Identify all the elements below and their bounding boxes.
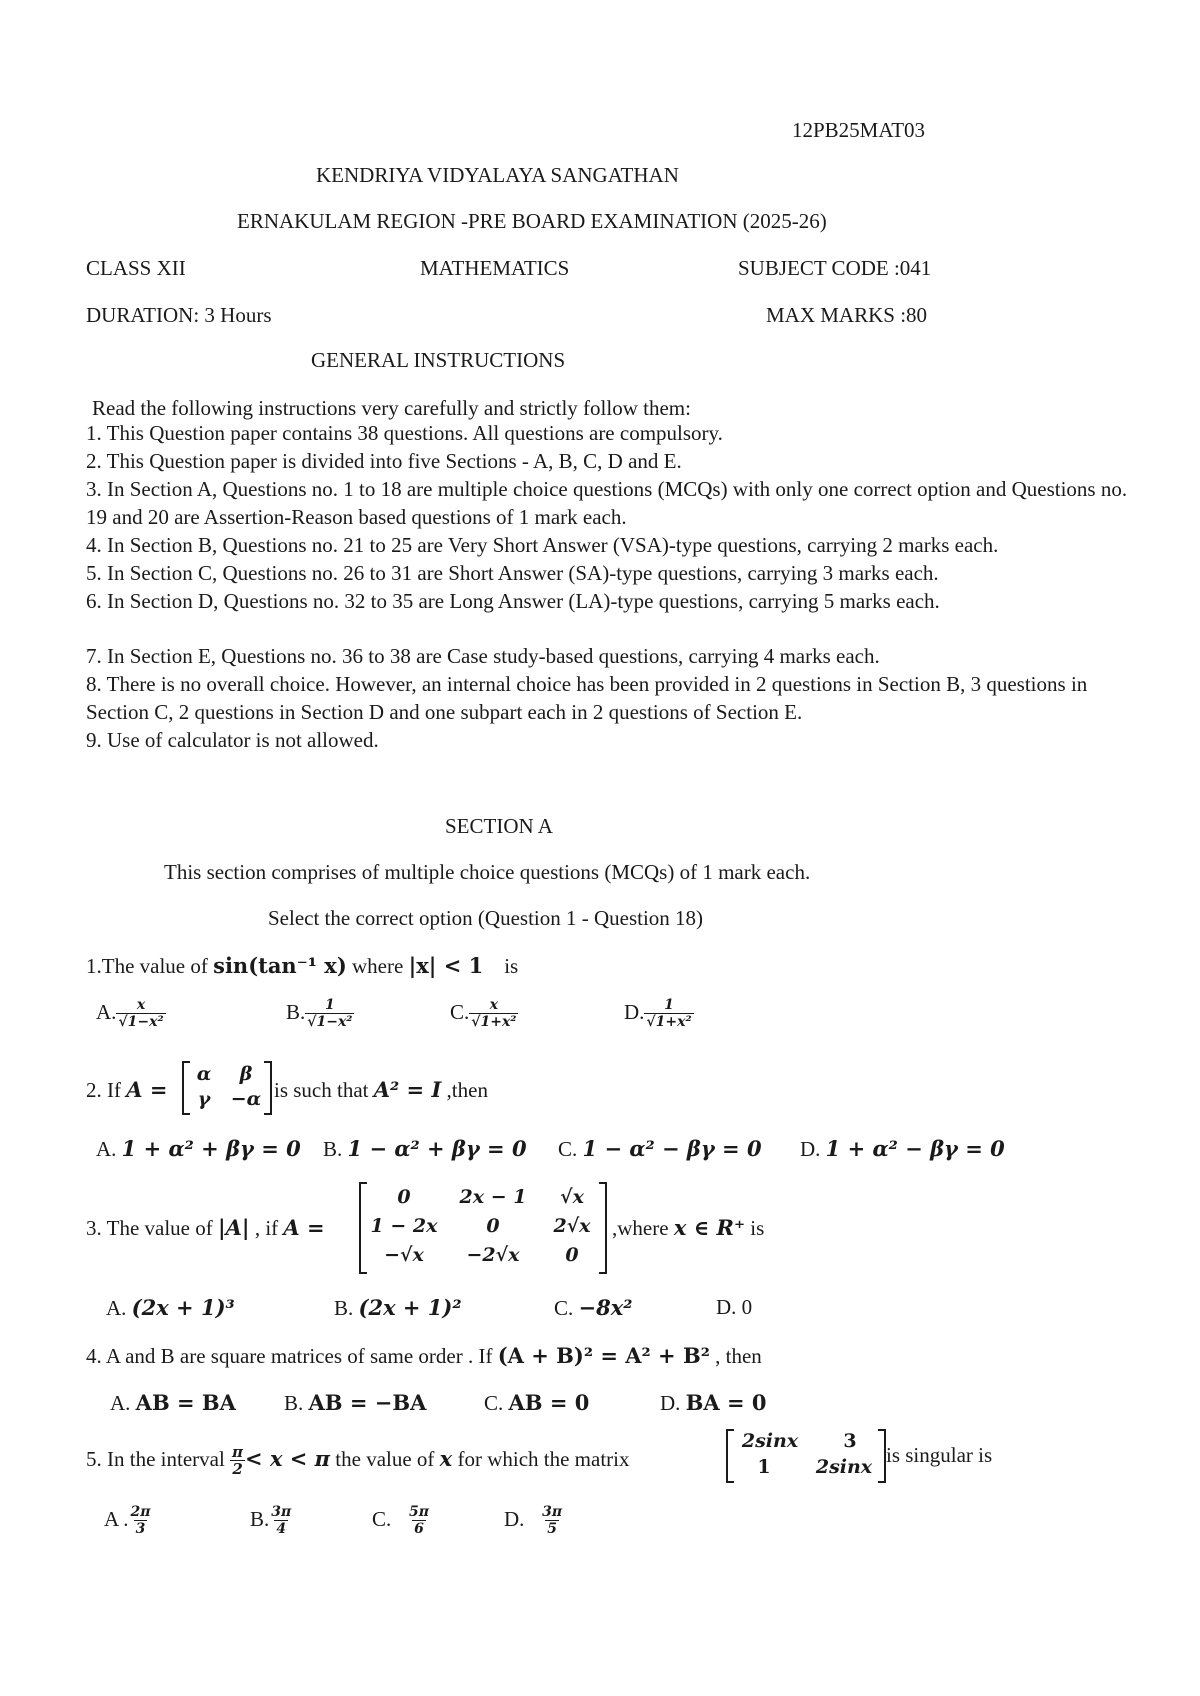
q3-option-c [554, 1297, 632, 1319]
option-label: C. [554, 1296, 579, 1320]
matrix-cell: √x [560, 1186, 584, 1208]
q4-option-d [660, 1392, 767, 1414]
matrix-cell: 1 [757, 1456, 771, 1478]
instructions-intro: Read the following instructions very carefully and strictly follow them: [92, 396, 691, 420]
section-a-title: SECTION A [445, 814, 553, 838]
fraction [129, 1505, 153, 1537]
q2-prefix [86, 1079, 167, 1101]
q2-condition [274, 1079, 488, 1101]
instructions-list [86, 419, 1136, 754]
option-expr: 1 − α² + βγ = 0 [347, 1136, 527, 1161]
option-expr: (2x + 1)³ [131, 1295, 235, 1320]
option-expr: AB = BA [135, 1390, 236, 1415]
q3-option-b [334, 1297, 462, 1319]
q2-matrix [182, 1062, 272, 1114]
q3-condition: x ∈ R⁺ [673, 1215, 746, 1240]
instruction-item: 2. This Question paper is divided into five Sections - A, B, C, D and E. [86, 449, 682, 473]
instruction-item: 8. There is no overall choice. However, an internal choice has been provided in 2 questions in Section B, 3 questions in Section C, 2 questions in Section D and one subpart each in 2 questions of Section E. [86, 672, 1088, 724]
q2-prefix-text: 2. If [86, 1078, 127, 1102]
q5-variable: x [439, 1445, 453, 1471]
option-label: A. [110, 1391, 136, 1415]
q3-option-a [106, 1297, 235, 1319]
class-label: CLASS XII [86, 256, 186, 280]
option-expr: 0 [741, 1295, 753, 1319]
q1-expression: sin(tan⁻¹ x) [213, 953, 347, 978]
section-a-description: This section comprises of multiple choice questions (MCQs) of 1 mark each. [164, 860, 811, 884]
matrix-cell: −α [230, 1088, 262, 1110]
question-1 [86, 955, 518, 977]
numerator: 3π [271, 1504, 292, 1520]
numerator: 5π [409, 1504, 430, 1520]
option-label: D. [800, 1137, 826, 1161]
q3-is: is [745, 1216, 765, 1240]
denominator: √1+x² [646, 1014, 692, 1030]
numerator: 2π [130, 1504, 151, 1520]
fraction [407, 1505, 431, 1537]
q2-mid-text: is such that [274, 1078, 374, 1102]
denominator: 6 [414, 1521, 424, 1537]
q5-mid-text: the value of [330, 1446, 440, 1471]
instruction-item: 5. In Section C, Questions no. 26 to 31 are Short Answer (SA)-type questions, carrying 3 marks each. [86, 561, 939, 585]
matrix-cell: 2√x [553, 1215, 591, 1237]
matrix-cell: β [239, 1063, 253, 1085]
option-expr: 1 + α² − βγ = 0 [825, 1136, 1005, 1161]
q5-suffix: is singular is [886, 1443, 993, 1467]
matrix-cell: 1 − 2x [370, 1215, 438, 1237]
option-expr: AB = 0 [508, 1390, 590, 1415]
matrix-cell: −√x [384, 1244, 424, 1266]
q4-suffix: , then [709, 1344, 762, 1368]
option-label: D. [716, 1295, 742, 1319]
q3-option-d [716, 1297, 752, 1318]
fraction [469, 998, 518, 1030]
option-expr: 1 − α² − βγ = 0 [582, 1136, 762, 1161]
option-label: C. [558, 1137, 583, 1161]
option-label: C. [372, 1506, 392, 1531]
q4-option-a [110, 1392, 236, 1414]
instruction-item: 7. In Section E, Questions no. 36 to 38 are Case study-based questions, carrying 4 marks each. [86, 644, 880, 668]
q2-option-c [558, 1138, 762, 1160]
q1-condition: |x| < 1 [408, 953, 484, 978]
numerator: π [232, 1443, 244, 1461]
q4-option-c [484, 1392, 589, 1414]
matrix-cell: 0 [486, 1215, 500, 1237]
matrix-cell: α [196, 1063, 212, 1085]
option-label: D. [660, 1391, 686, 1415]
fraction [305, 998, 354, 1030]
q5-mid-text-2: for which the matrix [452, 1446, 630, 1471]
q3-prefix [86, 1217, 325, 1239]
q4-prefix: 4. A and B are square matrices of same order . If [86, 1344, 498, 1368]
option-label: A . [104, 1506, 129, 1531]
option-label: C. [484, 1391, 509, 1415]
numerator: x [489, 997, 499, 1013]
subject-label: MATHEMATICS [420, 256, 570, 280]
option-expr: (2x + 1)² [358, 1295, 462, 1320]
q3-suffix [612, 1217, 764, 1239]
q3-prefix-text: 3. The value of [86, 1216, 218, 1240]
option-label: A. [106, 1296, 132, 1320]
q3-determinant: |A| [218, 1215, 250, 1240]
option-label: B. [323, 1137, 348, 1161]
q1-option-c [450, 998, 518, 1030]
organization-title: KENDRIYA VIDYALAYA SANGATHAN [316, 163, 679, 187]
fraction [644, 998, 693, 1030]
max-marks: MAX MARKS :80 [766, 303, 928, 327]
instruction-item: 9. Use of calculator is not allowed. [86, 728, 379, 752]
denominator: √1+x² [471, 1014, 517, 1030]
q5-option-b [250, 1505, 293, 1537]
q2-condition-expr: A² = I [373, 1077, 442, 1102]
q5-matrix [726, 1430, 886, 1482]
matrix-cell: −2√x [466, 1244, 520, 1266]
matrix-cell: 0 [397, 1186, 411, 1208]
matrix-cell: 2sinx [815, 1456, 873, 1478]
general-instructions-title: GENERAL INSTRUCTIONS [311, 348, 566, 372]
option-label: A. [96, 1137, 122, 1161]
fraction [540, 1505, 564, 1537]
q2-lhs: A = [126, 1077, 168, 1102]
instruction-item: 6. In Section D, Questions no. 32 to 35 are Long Answer (LA)-type questions, carrying 5 marks each. [86, 589, 940, 613]
denominator: 3 [135, 1521, 146, 1537]
duration: DURATION: 3 Hours [86, 303, 272, 327]
q1-option-d [624, 998, 694, 1030]
matrix-cell: γ [197, 1088, 211, 1110]
matrix-cell: 2sinx [741, 1430, 799, 1452]
q5-option-d [504, 1505, 564, 1537]
q3-matrix [359, 1183, 607, 1273]
instruction-item: 1. This Question paper contains 38 questions. All questions are compulsory. [86, 421, 723, 445]
q5-fraction [230, 1445, 245, 1477]
option-expr: AB = −BA [308, 1390, 427, 1415]
q2-option-a [96, 1138, 301, 1160]
question-5 [86, 1445, 629, 1477]
q2-suffix: ,then [441, 1078, 488, 1102]
option-expr: −8x² [578, 1295, 633, 1320]
denominator: √1−x² [307, 1014, 353, 1030]
q1-prefix: 1.The value of [86, 954, 214, 978]
exam-title: ERNAKULAM REGION -PRE BOARD EXAMINATION (2025-26) [237, 209, 827, 233]
numerator: 1 [324, 997, 335, 1013]
question-4 [86, 1345, 762, 1367]
fraction [269, 1505, 293, 1537]
option-label: D. [504, 1506, 525, 1531]
q1-option-a [96, 998, 166, 1030]
option-label: B. [334, 1296, 359, 1320]
option-label: B. [286, 999, 306, 1024]
q5-option-c [372, 1505, 431, 1537]
denominator: 4 [276, 1521, 287, 1537]
q1-option-b [286, 998, 354, 1030]
option-label: C. [450, 999, 470, 1024]
option-expr: 1 + α² + βγ = 0 [121, 1136, 301, 1161]
q4-condition: (A + B)² = A² + B² [497, 1343, 710, 1368]
option-label: A. [96, 999, 117, 1024]
denominator: 2 [232, 1460, 243, 1478]
option-label: B. [284, 1391, 309, 1415]
q2-option-d [800, 1138, 1005, 1160]
q3-mid-text: , if [249, 1216, 284, 1240]
q5-inequality: < x < π [245, 1445, 331, 1471]
q1-where: where [346, 954, 409, 978]
q5-prefix: 5. In the interval [86, 1446, 231, 1471]
q3-where: ,where [612, 1216, 674, 1240]
matrix-cell: 2x − 1 [459, 1186, 527, 1208]
subject-code: SUBJECT CODE :041 [738, 256, 932, 280]
q3-lhs: A = [283, 1215, 325, 1240]
q4-option-b [284, 1392, 426, 1414]
q2-option-b [323, 1138, 527, 1160]
matrix-cell: 0 [565, 1244, 579, 1266]
fraction [116, 998, 165, 1030]
option-label: D. [624, 999, 645, 1024]
paper-code: 12PB25MAT03 [792, 118, 926, 142]
instruction-item: 3. In Section A, Questions no. 1 to 18 are multiple choice questions (MCQs) with only one correct option and Questions no. 19 and 20 are Assertion-Reason based questions of 1 mark each. [86, 477, 1128, 529]
numerator: x [136, 997, 146, 1013]
spacer [86, 615, 1136, 642]
numerator: 3π [542, 1504, 563, 1520]
q5-option-a [104, 1505, 153, 1537]
denominator: √1−x² [118, 1014, 164, 1030]
numerator: 1 [664, 997, 674, 1013]
section-a-instruction: Select the correct option (Question 1 - Question 18) [268, 906, 704, 930]
instruction-item: 4. In Section B, Questions no. 21 to 25 are Very Short Answer (VSA)-type questions, carrying 2 marks each. [86, 533, 999, 557]
option-label: B. [250, 1506, 270, 1531]
q1-is: is [504, 954, 519, 978]
matrix-cell: 3 [843, 1430, 857, 1452]
denominator: 5 [547, 1521, 558, 1537]
option-expr: BA = 0 [685, 1390, 767, 1415]
